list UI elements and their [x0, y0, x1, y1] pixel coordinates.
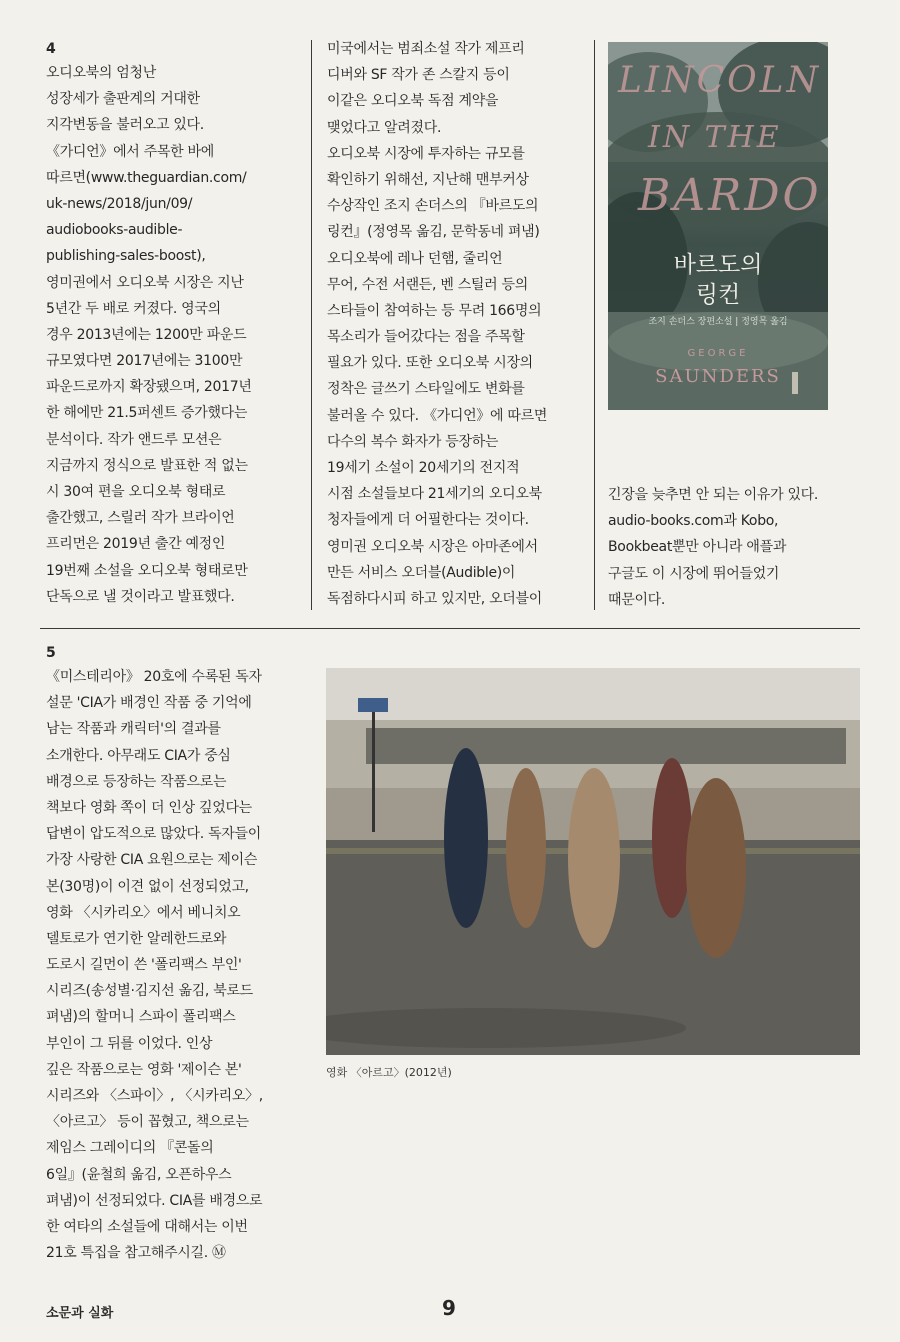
text-line: uk-news/2018/jun/09/	[46, 195, 193, 212]
section-4-column-1	[46, 38, 252, 610]
text-line: 델토로가 연기한 알레한드로와	[46, 930, 227, 947]
text-line: 이같은 오디오북 독점 계약을	[327, 93, 499, 110]
text-line: 오디오북에 레나 던햄, 줄리언	[327, 250, 503, 267]
paragraph	[608, 482, 818, 613]
text-line: 목소리가 들어갔다는 점을 주목할	[327, 329, 525, 346]
paragraph	[327, 36, 547, 612]
text-line: audio-books.com과 Kobo,	[608, 513, 779, 530]
text-line: 답변이 압도적으로 많았다. 독자들이	[46, 826, 261, 843]
text-line: 맺었다고 알려졌다.	[327, 119, 442, 136]
section-number: 5	[46, 645, 56, 661]
text-line: 설문 'CIA가 배경인 작품 중 기억에	[46, 695, 252, 712]
paragraph	[46, 60, 252, 610]
text-line: 경우 2013년에는 1200만 파운드	[46, 326, 247, 343]
text-line: 19번째 소설을 오디오북 형태로만	[46, 562, 248, 579]
paragraph	[46, 664, 263, 1266]
text-line: 영미권에서 오디오북 시장은 지난	[46, 274, 244, 291]
text-line: 시리즈(송성별·김지선 옮김, 북로드	[46, 983, 253, 1000]
text-line: 남는 작품과 캐릭터'의 결과를	[46, 721, 221, 738]
cover-author-first-name: GEORGE	[687, 348, 749, 359]
section-4-column-2	[327, 36, 547, 612]
text-line: 배경으로 등장하는 작품으로는	[46, 773, 227, 790]
text-line: 미국에서는 범죄소설 작가 제프리	[327, 41, 525, 57]
magazine-name: 소문과 실화	[46, 1306, 114, 1321]
text-line: 프리먼은 2019년 출간 예정인	[46, 536, 226, 553]
text-line: 영화 〈시카리오〉에서 베니치오	[46, 904, 241, 921]
text-line: 긴장을 늦추면 안 되는 이유가 있다.	[608, 487, 819, 503]
text-line: 수상작인 조지 손더스의 『바르도의	[327, 198, 539, 215]
photo-caption: 영화 〈아르고〉(2012년)	[326, 1066, 452, 1079]
text-line: audiobooks-audible-	[46, 222, 183, 239]
text-line: 부인이 그 뒤를 이었다. 인상	[46, 1035, 213, 1052]
text-line: 오디오북 시장에 투자하는 규모를	[327, 145, 525, 162]
text-line: 펴냄)이 선정되었다. CIA를 배경으로	[46, 1192, 263, 1209]
text-line: 파운드로까지 확장됐으며, 2017년	[46, 379, 252, 396]
text-line: 링컨』(정영목 옮김, 문학동네 펴냄)	[327, 224, 540, 241]
cover-title-line-2: IN THE	[648, 120, 782, 155]
film-still-photo	[326, 668, 860, 1055]
text-line: 다수의 복수 화자가 등장하는	[327, 433, 499, 450]
text-line: 스타들이 참여하는 등 무려 166명의	[327, 302, 542, 319]
page-number: 9	[442, 1296, 456, 1320]
text-line: Bookbeat뿐만 아니라 애플과	[608, 539, 787, 556]
text-line: 시 30여 편을 오디오북 형태로	[46, 484, 226, 500]
text-line: 단독으로 낼 것이라고 발표했다.	[46, 588, 235, 605]
text-line: 디버와 SF 작가 존 스칼지 등이	[327, 67, 510, 84]
text-line: 《가디언》에서 주목한 바에	[46, 143, 214, 160]
text-line: 19세기 소설이 20세기의 전지적	[327, 460, 520, 476]
text-line: 무어, 수전 서랜든, 벤 스틸러 등의	[327, 276, 528, 293]
text-line: 21호 특집을 참고해주시길. Ⓜ	[46, 1245, 226, 1262]
text-line: 지각변동을 불러오고 있다.	[46, 117, 204, 134]
text-line: 독점하다시피 하고 있지만, 오더블이	[327, 590, 542, 607]
text-line: 깊은 작품으로는 영화 '제이슨 본'	[46, 1061, 242, 1078]
street-scene-illustration	[326, 668, 860, 1055]
cover-author-last-name: SAUNDERS	[655, 366, 781, 387]
text-line: 지금까지 정식으로 발표한 적 없는	[46, 457, 248, 474]
text-line: 〈아르고〉 등이 꼽혔고, 책으로는	[46, 1114, 249, 1131]
text-line: 한 해에만 21.5퍼센트 증가했다는	[46, 405, 248, 422]
cover-title-line-1: LINCOLN	[618, 60, 822, 101]
column-divider	[311, 40, 312, 610]
text-line: publishing-sales-boost),	[46, 248, 206, 265]
text-line: 《미스테리아》 20호에 수록된 독자	[46, 669, 262, 685]
text-line: 청자들에게 더 어필한다는 것이다.	[327, 512, 529, 529]
column-divider	[594, 40, 595, 610]
section-divider	[40, 628, 860, 629]
section-5-text	[46, 642, 263, 1266]
text-line: 도로시 길먼이 쓴 '폴리팩스 부인'	[46, 957, 242, 974]
text-line: 필요가 있다. 또한 오디오북 시장의	[327, 355, 533, 372]
cover-title-korean	[608, 250, 828, 310]
text-line: 시점 소설들보다 21세기의 오디오북	[327, 486, 542, 503]
text-line: 소개한다. 아무래도 CIA가 중심	[46, 747, 231, 764]
cover-title-korean-line-2: 링컨	[695, 282, 741, 308]
text-line: 따르면(www.theguardian.com/	[46, 169, 247, 186]
text-line: 5년간 두 배로 커졌다. 영국의	[46, 300, 221, 317]
text-line: 제임스 그레이디의 『콘돌의	[46, 1140, 214, 1157]
cover-title-korean-line-1: 바르도의	[673, 252, 763, 278]
text-line: 정착은 글쓰기 스타일에도 변화를	[327, 381, 525, 398]
text-line: 한 여타의 소설들에 대해서는 이번	[46, 1218, 248, 1235]
text-line: 영미권 오디오북 시장은 아마존에서	[327, 538, 538, 555]
text-line: 만든 서비스 오더블(Audible)이	[327, 564, 516, 581]
section-number: 4	[46, 41, 56, 57]
text-line: 불러올 수 있다. 《가디언》에 따르면	[327, 407, 548, 424]
text-line: 가장 사랑한 CIA 요원으로는 제이슨	[46, 852, 258, 869]
text-line: 규모였다면 2017년에는 3100만	[46, 353, 243, 370]
text-line: 구글도 이 시장에 뛰어들었기	[608, 565, 780, 582]
text-line: 6일』(윤철희 옮김, 오픈하우스	[46, 1166, 232, 1183]
text-line: 펴냄)의 할머니 스파이 폴리팩스	[46, 1009, 236, 1026]
cover-author-korean: 조지 손더스 장편소설 | 정영목 옮김	[648, 317, 788, 327]
text-line: 책보다 영화 쪽이 더 인상 깊었다는	[46, 799, 252, 816]
cover-title-line-3: BARDO	[638, 170, 822, 221]
book-cover-image	[608, 42, 828, 410]
text-line: 오디오북의 엄청난	[46, 65, 156, 81]
text-line: 본(30명)이 이견 없이 선정되었고,	[46, 878, 249, 895]
text-line: 시리즈와 〈스파이〉, 〈시카리오〉,	[46, 1088, 263, 1104]
text-line: 분석이다. 작가 앤드루 모션은	[46, 431, 222, 448]
text-line: 확인하기 위해선, 지난해 맨부커상	[327, 171, 529, 188]
text-line: 때문이다.	[608, 591, 666, 608]
text-line: 성장세가 출판계의 거대한	[46, 91, 200, 108]
text-line: 출간했고, 스릴러 작가 브라이언	[46, 510, 235, 527]
section-4-column-3	[608, 482, 818, 613]
